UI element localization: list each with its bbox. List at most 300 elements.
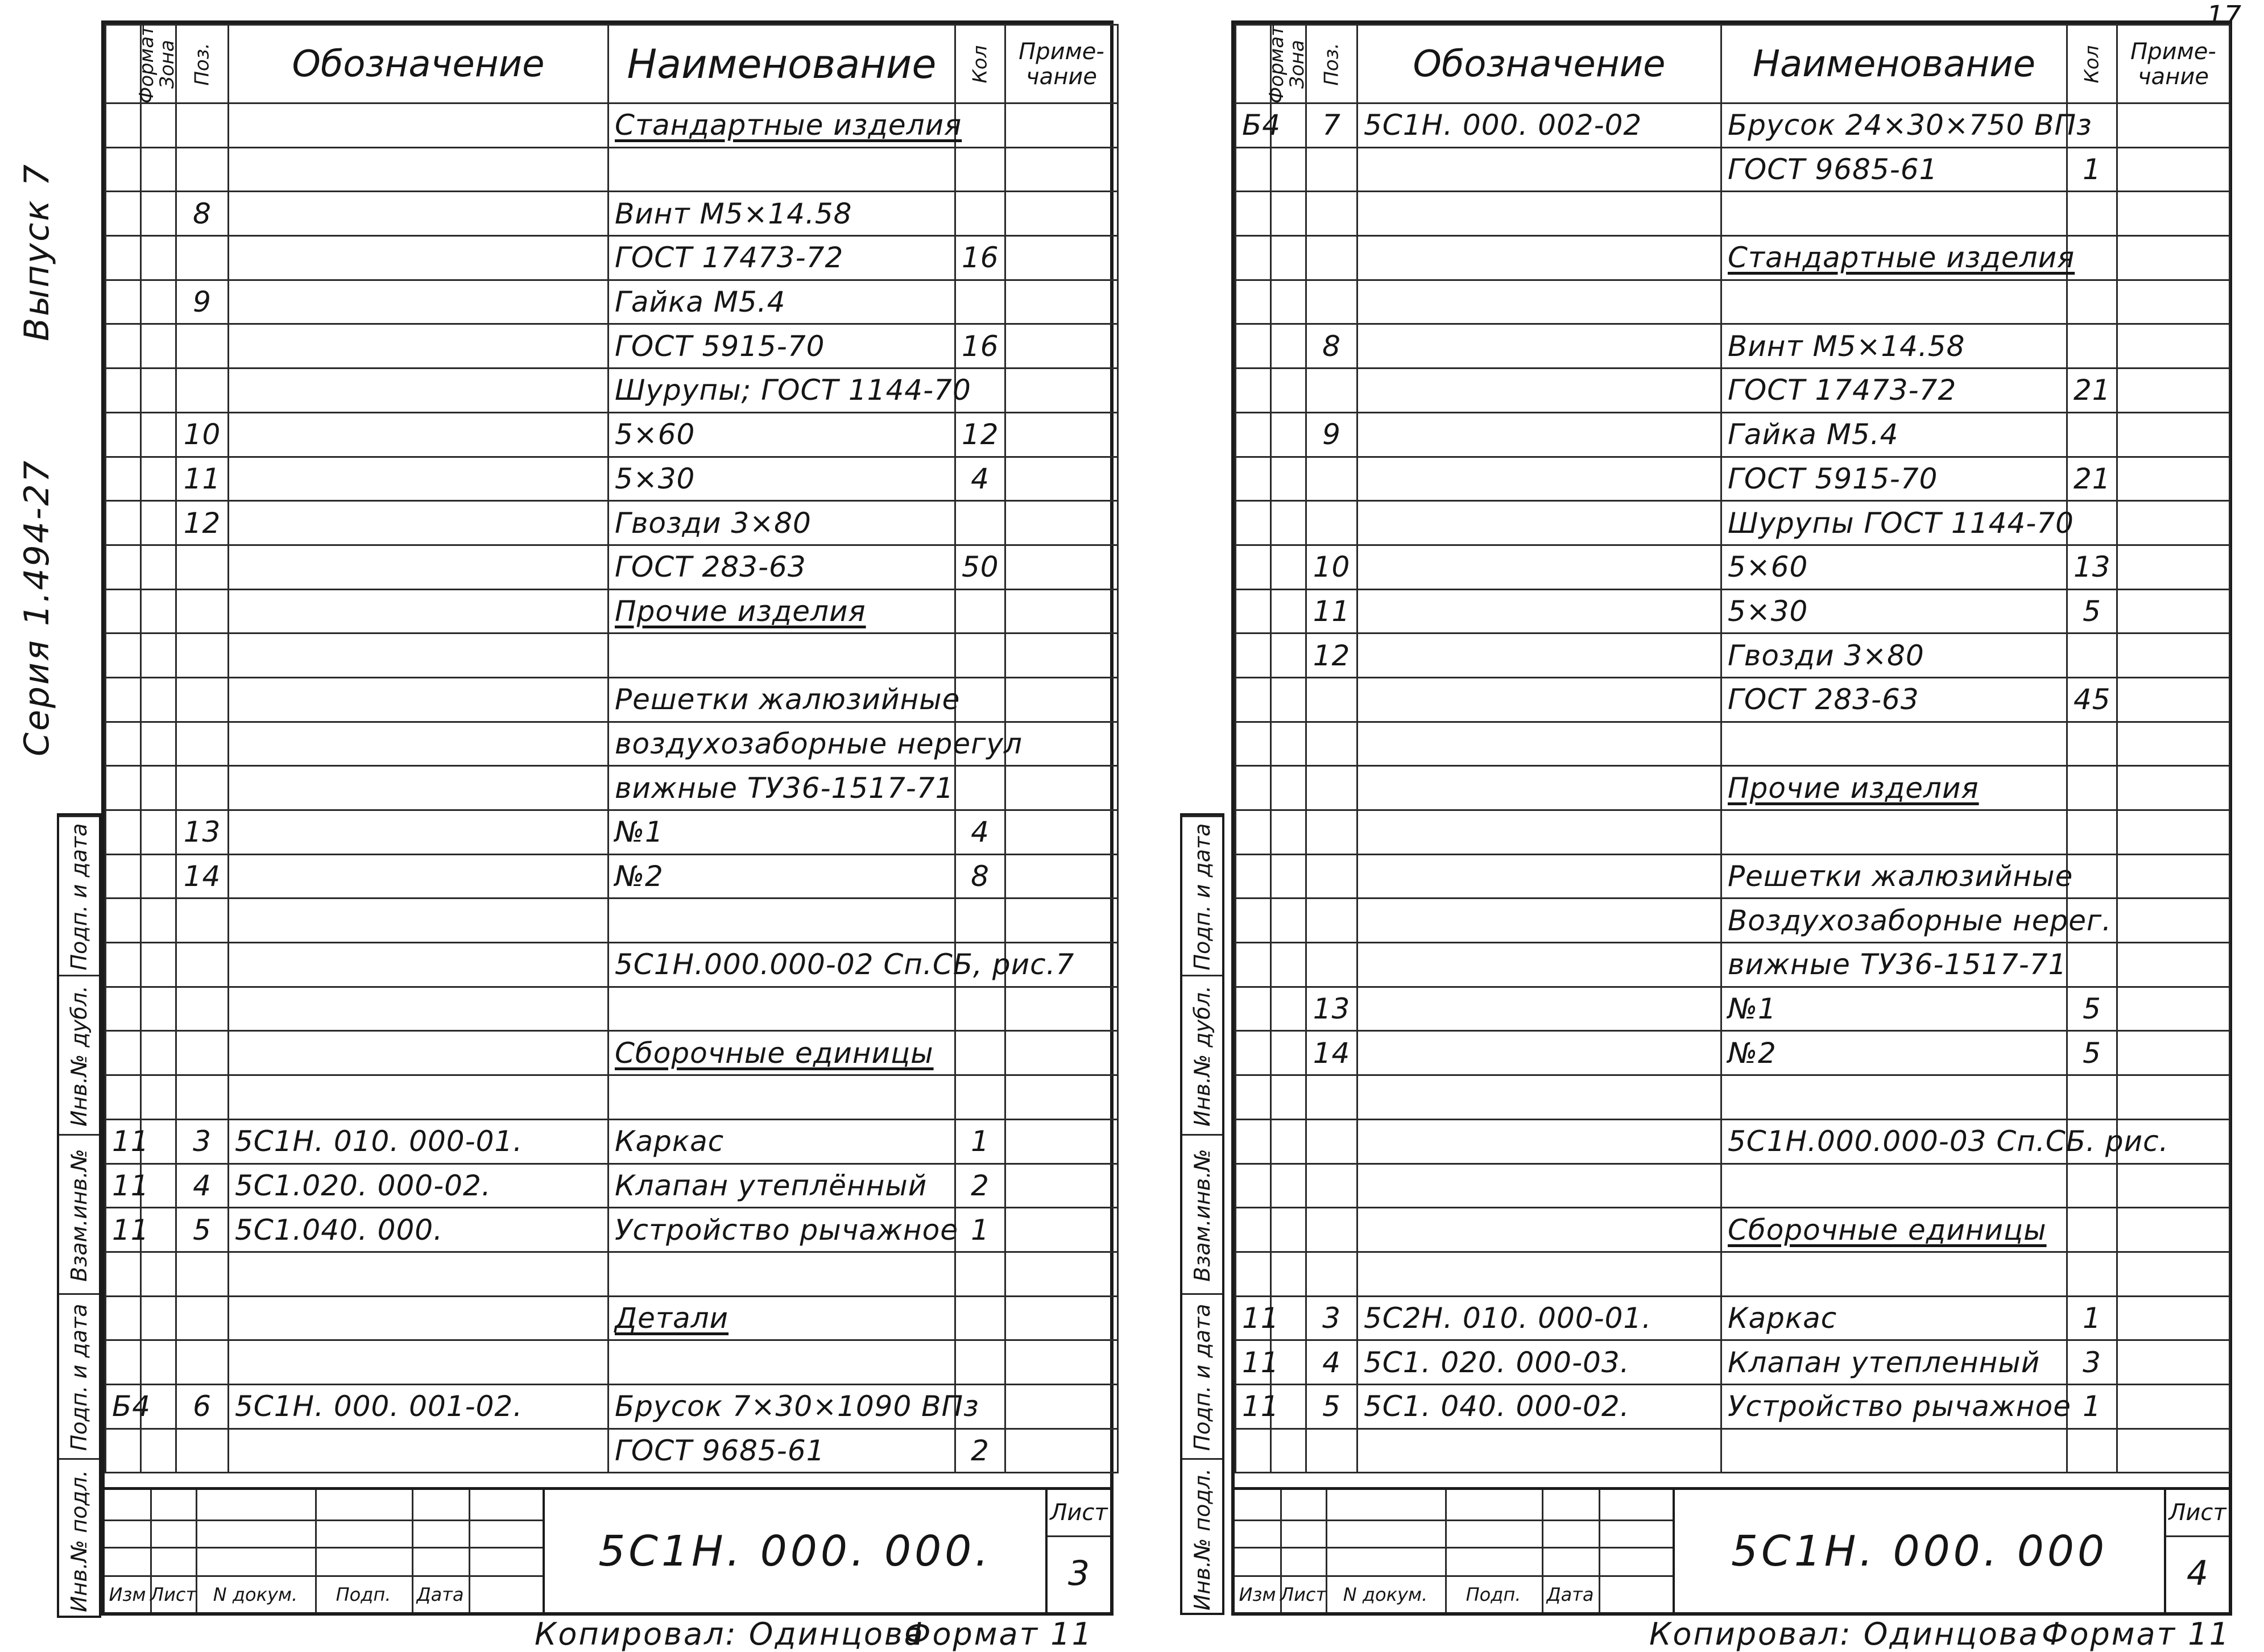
stamp-sign-date-1-right: Подп. и дата (1190, 823, 1215, 971)
cell-position: 9 (176, 280, 229, 324)
cell-format: 11 (1236, 1296, 1271, 1340)
cell-note (2117, 147, 2230, 192)
cell-name (1721, 192, 2067, 236)
cell-name (1721, 810, 2067, 855)
cell-note (2117, 1296, 2230, 1340)
cell-format (1236, 369, 1271, 413)
cell-quantity: 5 (2067, 1031, 2117, 1075)
cell-designation (229, 1031, 609, 1075)
table-row (1236, 280, 2230, 324)
stamp-sign-date-1: Подп. и дата (67, 823, 92, 971)
cell-position (1306, 899, 1357, 943)
title-block-left (105, 1487, 1110, 1612)
table-row (106, 324, 1118, 369)
cell-quantity (955, 1340, 1005, 1385)
cell-note (1005, 501, 1118, 545)
cell-quantity (2067, 810, 2117, 855)
cell-format (1236, 192, 1271, 236)
cell-quantity: 1 (955, 1119, 1005, 1164)
cell-note (2117, 1252, 2230, 1296)
cell-designation: 5С1Н. 000. 002-02 (1357, 103, 1721, 148)
cell-position (176, 236, 229, 280)
cell-format (1236, 1031, 1271, 1075)
cell-position: 8 (1306, 324, 1357, 369)
cell-name: Винт М5×14.58 (1721, 324, 2067, 369)
cell-designation (229, 147, 609, 192)
cell-position (1306, 1429, 1357, 1473)
cell-name: №1 (609, 810, 955, 855)
cell-name: Стандартные изделия (1721, 236, 2067, 280)
cell-zone (1271, 147, 1306, 192)
cell-quantity: 5 (2067, 589, 2117, 634)
cell-format (1236, 722, 1271, 766)
cell-zone (141, 1075, 176, 1120)
cell-note (2117, 1164, 2230, 1208)
cell-designation (1357, 545, 1721, 589)
cell-position (176, 545, 229, 589)
cell-zone (141, 943, 176, 987)
table-row (1236, 236, 2230, 280)
cell-name: 5×30 (609, 457, 955, 501)
cell-position (176, 634, 229, 678)
cell-name (609, 634, 955, 678)
cell-format (106, 589, 141, 634)
table-row (1236, 1119, 2230, 1164)
cell-name: Стандартные изделия (609, 103, 955, 148)
cell-name: Сборочные единицы (1721, 1208, 2067, 1252)
cell-position (1306, 147, 1357, 192)
cell-note (1005, 236, 1118, 280)
table-row (1236, 103, 2230, 148)
table-row (1236, 1429, 2230, 1473)
stamp-orig-inv: Инв.№ подл. (67, 1469, 92, 1612)
cell-designation (1357, 192, 1721, 236)
table-row (1236, 634, 2230, 678)
cell-name: вижные ТУ36-1517-71 (609, 766, 955, 810)
table-row (1236, 899, 2230, 943)
cell-quantity: 1 (2067, 147, 2117, 192)
cell-quantity: 13 (2067, 545, 2117, 589)
cell-name: №2 (609, 854, 955, 899)
table-row (106, 501, 1118, 545)
footer-format-left: Формат 11 (904, 1616, 1093, 1652)
cell-name: Шурупы; ГОСТ 1144-70 (609, 369, 955, 413)
cell-zone (1271, 324, 1306, 369)
cell-zone (1271, 280, 1306, 324)
cell-note (1005, 1340, 1118, 1385)
cell-designation (1357, 369, 1721, 413)
cell-quantity (955, 589, 1005, 634)
cell-zone (1271, 1075, 1306, 1120)
cell-quantity (2067, 634, 2117, 678)
cell-designation (1357, 899, 1721, 943)
cell-quantity: 5 (2067, 987, 2117, 1031)
cell-format (106, 943, 141, 987)
cell-designation (229, 943, 609, 987)
cell-zone (1271, 412, 1306, 457)
table-row (106, 1075, 1118, 1120)
cell-format (106, 899, 141, 943)
label-ndoc: N докум. (1343, 1584, 1428, 1605)
cell-format: 11 (106, 1208, 141, 1252)
cell-quantity (2067, 722, 2117, 766)
label-sign: Подп. (336, 1584, 391, 1605)
cell-note (1005, 324, 1118, 369)
cell-position (176, 1429, 229, 1473)
cell-format (1236, 147, 1271, 192)
cell-designation (229, 634, 609, 678)
cell-format (106, 324, 141, 369)
cell-note (2117, 722, 2230, 766)
cell-zone (141, 501, 176, 545)
cell-position (1306, 766, 1357, 810)
cell-designation (229, 1340, 609, 1385)
right-stamp-strip (1180, 813, 1224, 1615)
cell-name: ГОСТ 283-63 (1721, 677, 2067, 722)
cell-name: 5×60 (1721, 545, 2067, 589)
cell-quantity (2067, 766, 2117, 810)
table-row (106, 1119, 1118, 1164)
cell-format (106, 1296, 141, 1340)
stamp-dup-inv: Инв.№ дубл. (67, 986, 92, 1127)
table-row (106, 766, 1118, 810)
cell-note (1005, 899, 1118, 943)
cell-name: Решетки жалюзийные (1721, 854, 2067, 899)
cell-note (2117, 412, 2230, 457)
cell-designation (229, 1296, 609, 1340)
label-date: Дата (1546, 1584, 1594, 1605)
footer-copied-left: Копировал: Одинцова (535, 1616, 925, 1652)
cell-note (2117, 236, 2230, 280)
header-note: Приме-чание (1005, 25, 1118, 103)
cell-position (1306, 677, 1357, 722)
cell-designation (1357, 147, 1721, 192)
cell-position (176, 147, 229, 192)
cell-note (1005, 280, 1118, 324)
cell-name: ГОСТ 283-63 (609, 545, 955, 589)
cell-quantity (955, 147, 1005, 192)
cell-designation (229, 987, 609, 1031)
cell-zone (1271, 1429, 1306, 1473)
cell-position (1306, 501, 1357, 545)
cell-zone (141, 369, 176, 413)
table-row (1236, 987, 2230, 1031)
cell-format (1236, 1075, 1271, 1120)
cell-quantity: 4 (955, 457, 1005, 501)
cell-position (1306, 192, 1357, 236)
cell-zone (1271, 192, 1306, 236)
cell-position: 6 (176, 1384, 229, 1429)
cell-name (1721, 280, 2067, 324)
cell-quantity (2067, 192, 2117, 236)
cell-format (1236, 1252, 1271, 1296)
cell-designation (229, 457, 609, 501)
cell-zone (1271, 677, 1306, 722)
cell-note (2117, 987, 2230, 1031)
cell-format (106, 147, 141, 192)
table-row (106, 677, 1118, 722)
cell-note (1005, 1031, 1118, 1075)
cell-designation (1357, 1208, 1721, 1252)
cell-name: 5С1Н.000.000-02 Сп.СБ, рис.7 (609, 943, 955, 987)
cell-format (1236, 280, 1271, 324)
cell-quantity: 16 (955, 236, 1005, 280)
cell-name: Брусок 24×30×750 ВПз (1721, 103, 2067, 148)
cell-note (1005, 634, 1118, 678)
cell-format (1236, 634, 1271, 678)
cell-designation (1357, 1429, 1721, 1473)
cell-quantity (2067, 501, 2117, 545)
cell-name: ГОСТ 9685-61 (609, 1429, 955, 1473)
cell-format (106, 1429, 141, 1473)
cell-name: Прочие изделия (609, 589, 955, 634)
header-pos: Поз. (1306, 25, 1357, 103)
cell-zone (1271, 1164, 1306, 1208)
cell-format (1236, 457, 1271, 501)
cell-designation (229, 766, 609, 810)
header-designation: Обозначение (1357, 25, 1721, 103)
cell-zone (1271, 545, 1306, 589)
cell-designation (229, 589, 609, 634)
cell-designation (229, 722, 609, 766)
cell-format (1236, 810, 1271, 855)
cell-format (106, 192, 141, 236)
table-row (1236, 722, 2230, 766)
cell-zone (1271, 1208, 1306, 1252)
cell-designation (1357, 1075, 1721, 1120)
cell-position (176, 324, 229, 369)
cell-position (1306, 943, 1357, 987)
cell-position: 7 (1306, 103, 1357, 148)
cell-designation (229, 501, 609, 545)
cell-designation: 5С2Н. 010. 000-01. (1357, 1296, 1721, 1340)
cell-format (1236, 766, 1271, 810)
cell-zone (141, 324, 176, 369)
table-row (106, 589, 1118, 634)
cell-format (106, 369, 141, 413)
table-row (1236, 545, 2230, 589)
label-list: Лист (150, 1584, 197, 1605)
cell-position: 10 (176, 412, 229, 457)
table-header-row (1236, 25, 2230, 103)
cell-format (1236, 236, 1271, 280)
cell-zone (141, 147, 176, 192)
cell-name: Шурупы ГОСТ 1144-70 (1721, 501, 2067, 545)
cell-quantity: 45 (2067, 677, 2117, 722)
cell-position: 12 (1306, 634, 1357, 678)
cell-name: 5С1Н.000.000-03 Сп.СБ. рис. (1721, 1119, 2067, 1164)
cell-designation: 5С1. 040. 000-02. (1357, 1384, 1721, 1429)
header-pos: Поз. (176, 25, 229, 103)
margin-issue-label: Выпуск 7 (17, 163, 57, 341)
label-izm: Изм (1239, 1584, 1276, 1605)
cell-designation (229, 280, 609, 324)
cell-name: ГОСТ 17473-72 (609, 236, 955, 280)
cell-note (2117, 545, 2230, 589)
cell-quantity: 1 (2067, 1384, 2117, 1429)
cell-position (176, 369, 229, 413)
table-row (1236, 1208, 2230, 1252)
cell-zone (1271, 1119, 1306, 1164)
cell-quantity (2067, 324, 2117, 369)
cell-format: 11 (106, 1164, 141, 1208)
cell-note (2117, 280, 2230, 324)
title-block-right (1235, 1487, 2229, 1612)
stamp-sign-date-2: Подп. и дата (67, 1303, 92, 1451)
cell-designation (229, 899, 609, 943)
cell-designation (1357, 634, 1721, 678)
cell-note (2117, 457, 2230, 501)
cell-note (2117, 766, 2230, 810)
cell-zone (141, 192, 176, 236)
table-row (106, 236, 1118, 280)
cell-designation (1357, 854, 1721, 899)
cell-note (1005, 589, 1118, 634)
cell-quantity (955, 1296, 1005, 1340)
cell-designation (229, 103, 609, 148)
cell-zone (1271, 369, 1306, 413)
cell-name: Винт М5×14.58 (609, 192, 955, 236)
cell-name (609, 1075, 955, 1120)
spec-table-left (105, 24, 1119, 1473)
cell-name (1721, 722, 2067, 766)
cell-position: 10 (1306, 545, 1357, 589)
cell-position: 14 (176, 854, 229, 899)
cell-format (106, 810, 141, 855)
cell-note (1005, 103, 1118, 148)
cell-quantity: 1 (2067, 1296, 2117, 1340)
cell-quantity (955, 1075, 1005, 1120)
cell-zone (141, 722, 176, 766)
cell-format (1236, 1119, 1271, 1164)
cell-note (1005, 1384, 1118, 1429)
cell-format (106, 545, 141, 589)
cell-format (1236, 1164, 1271, 1208)
cell-note (1005, 457, 1118, 501)
header-format: Формат (106, 25, 141, 103)
table-row (106, 1164, 1118, 1208)
cell-position (1306, 1208, 1357, 1252)
cell-quantity (2067, 280, 2117, 324)
cell-quantity: 3 (2067, 1340, 2117, 1385)
cell-format (106, 501, 141, 545)
cell-position (1306, 1119, 1357, 1164)
cell-zone (1271, 589, 1306, 634)
cell-note (1005, 1164, 1118, 1208)
cell-zone (141, 412, 176, 457)
table-row (1236, 501, 2230, 545)
cell-note (2117, 1384, 2230, 1429)
cell-format: Б4 (106, 1384, 141, 1429)
cell-name (1721, 1429, 2067, 1473)
table-row (1236, 1340, 2230, 1385)
table-row (106, 722, 1118, 766)
cell-position: 4 (1306, 1340, 1357, 1385)
cell-quantity (955, 987, 1005, 1031)
cell-position (176, 899, 229, 943)
table-row (1236, 589, 2230, 634)
cell-designation (1357, 943, 1721, 987)
cell-name (609, 1340, 955, 1385)
cell-quantity (955, 280, 1005, 324)
table-row (106, 899, 1118, 943)
cell-designation (1357, 1119, 1721, 1164)
cell-note (2117, 810, 2230, 855)
header-qty: Кол (955, 25, 1005, 103)
table-row (106, 147, 1118, 192)
cell-format: 11 (106, 1119, 141, 1164)
cell-note (2117, 1208, 2230, 1252)
cell-note (2117, 1031, 2230, 1075)
cell-position (1306, 457, 1357, 501)
cell-zone (141, 766, 176, 810)
cell-quantity: 4 (955, 810, 1005, 855)
cell-quantity (955, 1252, 1005, 1296)
cell-name (1721, 1164, 2067, 1208)
cell-note (2117, 192, 2230, 236)
sheet-number-right: 4 (2186, 1554, 2209, 1593)
cell-designation (1357, 810, 1721, 855)
table-row (106, 1252, 1118, 1296)
cell-position (176, 589, 229, 634)
cell-name: ГОСТ 17473-72 (1721, 369, 2067, 413)
cell-format (1236, 1208, 1271, 1252)
cell-name: ГОСТ 9685-61 (1721, 147, 2067, 192)
cell-position (1306, 810, 1357, 855)
cell-format (106, 412, 141, 457)
cell-format (106, 987, 141, 1031)
cell-zone (141, 634, 176, 678)
cell-name: Прочие изделия (1721, 766, 2067, 810)
cell-designation (1357, 589, 1721, 634)
cell-quantity (2067, 412, 2117, 457)
cell-position: 5 (1306, 1384, 1357, 1429)
cell-note (2117, 501, 2230, 545)
label-ndoc: N докум. (213, 1584, 298, 1605)
table-row (106, 1384, 1118, 1429)
table-row (1236, 324, 2230, 369)
cell-designation (229, 236, 609, 280)
table-row (1236, 412, 2230, 457)
cell-quantity (2067, 1164, 2117, 1208)
cell-position (176, 103, 229, 148)
cell-position (1306, 1164, 1357, 1208)
cell-note (1005, 677, 1118, 722)
table-row (1236, 1031, 2230, 1075)
stamp-repl-inv: Взам.инв.№ (67, 1149, 92, 1282)
table-row (106, 369, 1118, 413)
cell-name: ГОСТ 5915-70 (609, 324, 955, 369)
cell-quantity: 21 (2067, 457, 2117, 501)
cell-position (176, 987, 229, 1031)
cell-position (1306, 722, 1357, 766)
cell-name: Каркас (609, 1119, 955, 1164)
cell-quantity: 12 (955, 412, 1005, 457)
cell-zone (1271, 722, 1306, 766)
table-row (1236, 1384, 2230, 1429)
cell-quantity (955, 103, 1005, 148)
header-name: Наименование (1721, 25, 2067, 103)
cell-designation (229, 1252, 609, 1296)
cell-zone (1271, 501, 1306, 545)
cell-position (1306, 1252, 1357, 1296)
cell-name (1721, 1075, 2067, 1120)
cell-position (176, 677, 229, 722)
cell-quantity (955, 677, 1005, 722)
table-row (1236, 677, 2230, 722)
cell-position (176, 1252, 229, 1296)
cell-name: Гайка М5.4 (609, 280, 955, 324)
